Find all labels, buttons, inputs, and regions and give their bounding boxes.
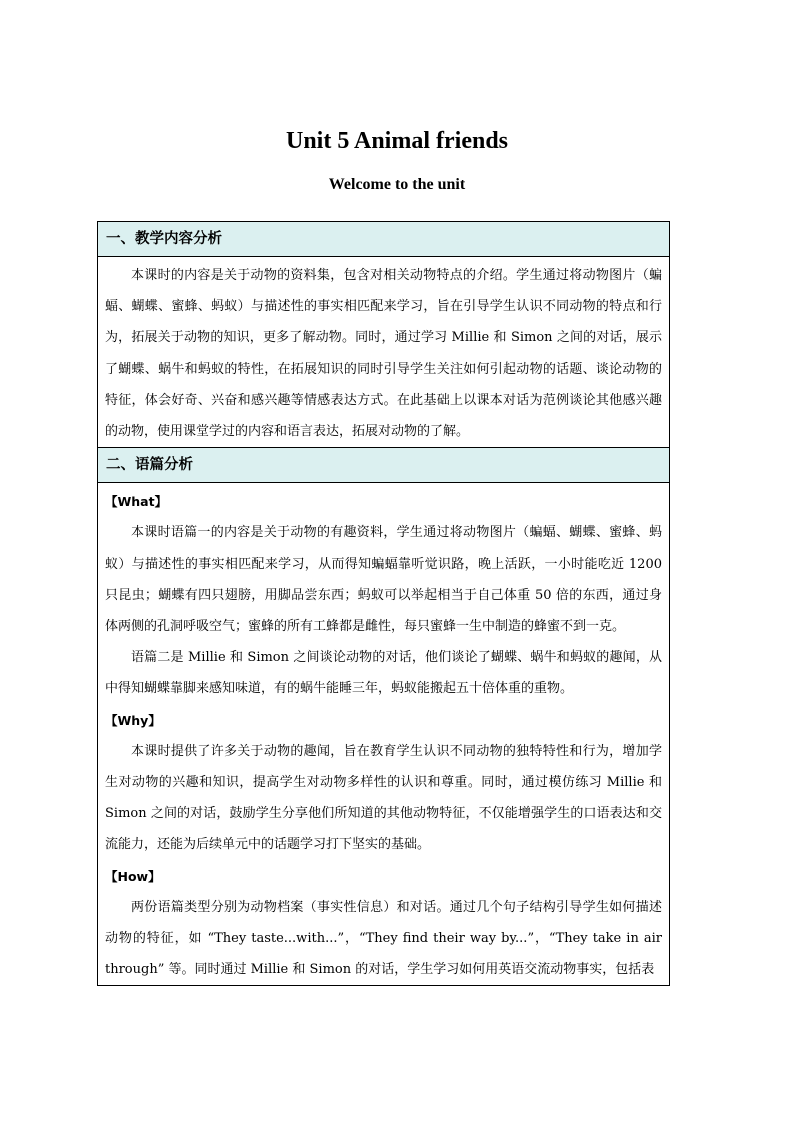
- how-label: 【How】: [105, 868, 161, 884]
- section-body-content-analysis: [98, 257, 669, 448]
- section-heading-content-analysis: 一、教学内容分析: [98, 222, 669, 257]
- what-paragraph-1: 本课时语篇一的内容是关于动物的有趣资料，学生通过将动物图片（蝙蝠、蝴蝶、蜜蜂、蚂蚁）与描述性的事实相匹配来学习，从而得知蝙蝠靠听觉识路，晚上活跃，一小时能吃近 1200 只昆虫；蝴蝶有四只翅膀，用脚品尝东西；蚂蚁可以举起相当于自己体重 50 倍的东西，通过身体两侧的孔洞呼吸空气；蜜蜂的所有工蜂都是雌性，每只蜜蜂一生中制造的蜂蜜不到一克。: [105, 525, 662, 635]
- lesson-table: [97, 221, 670, 986]
- why-label: 【Why】: [105, 712, 161, 728]
- section-body-discourse-analysis: [98, 483, 669, 985]
- document-title: Unit 5 Animal friends: [285, 128, 509, 154]
- what-label: 【What】: [105, 494, 168, 510]
- section-heading-discourse-analysis: 二、语篇分析: [98, 448, 669, 483]
- what-paragraph-2: 语篇二是 Millie 和 Simon 之间谈论动物的对话，他们谈论了蝴蝶、蜗牛和蚂蚁的趣闻，从中得知蝴蝶靠脚来感知味道，有的蜗牛能睡三年，蚂蚁能搬起五十倍体重的重物。: [105, 650, 662, 697]
- how-paragraph: 两份语篇类型分别为动物档案（事实性信息）和对话。通过几个句子结构引导学生如何描述动物的特征，如 “They taste...with...”，“They find their way by...”，“They take in air through” 等。同时通过 Millie 和 Simon 的对话，学生学习如何用英语交流动物事实，包括表: [105, 899, 662, 978]
- document-subtitle: Welcome to the unit: [328, 176, 466, 193]
- why-paragraph: 本课时提供了许多关于动物的趣闻，旨在教育学生认识不同动物的独特特性和行为，增加学生对动物的兴趣和知识，提高学生对动物多样性的认识和尊重。同时，通过模仿练习 Millie 和 Simon 之间的对话，鼓励学生分享他们所知道的其他动物特征，不仅能增强学生的口语表达和交流能力，还能为后续单元中的话题学习打下坚实的基础。: [105, 743, 662, 853]
- content-analysis-paragraph: 本课时的内容是关于动物的资料集，包含对相关动物特点的介绍。学生通过将动物图片（蝙蝠、蝴蝶、蜜蜂、蚂蚁）与描述性的事实相匹配来学习，旨在引导学生认识不同动物的特点和行为，拓展关于动物的知识，更多了解动物。同时，通过学习 Millie 和 Simon 之间的对话，展示了蝴蝶、蜗牛和蚂蚁的特性，在拓展知识的同时引导学生关注如何引起动物的话题、谈论动物的特征，体会好奇、兴奋和感兴趣等情感表达方式。在此基础上以课本对话为范例谈论其他感兴趣的动物，使用课堂学过的内容和语言表达，拓展对动物的了解。: [105, 268, 662, 440]
